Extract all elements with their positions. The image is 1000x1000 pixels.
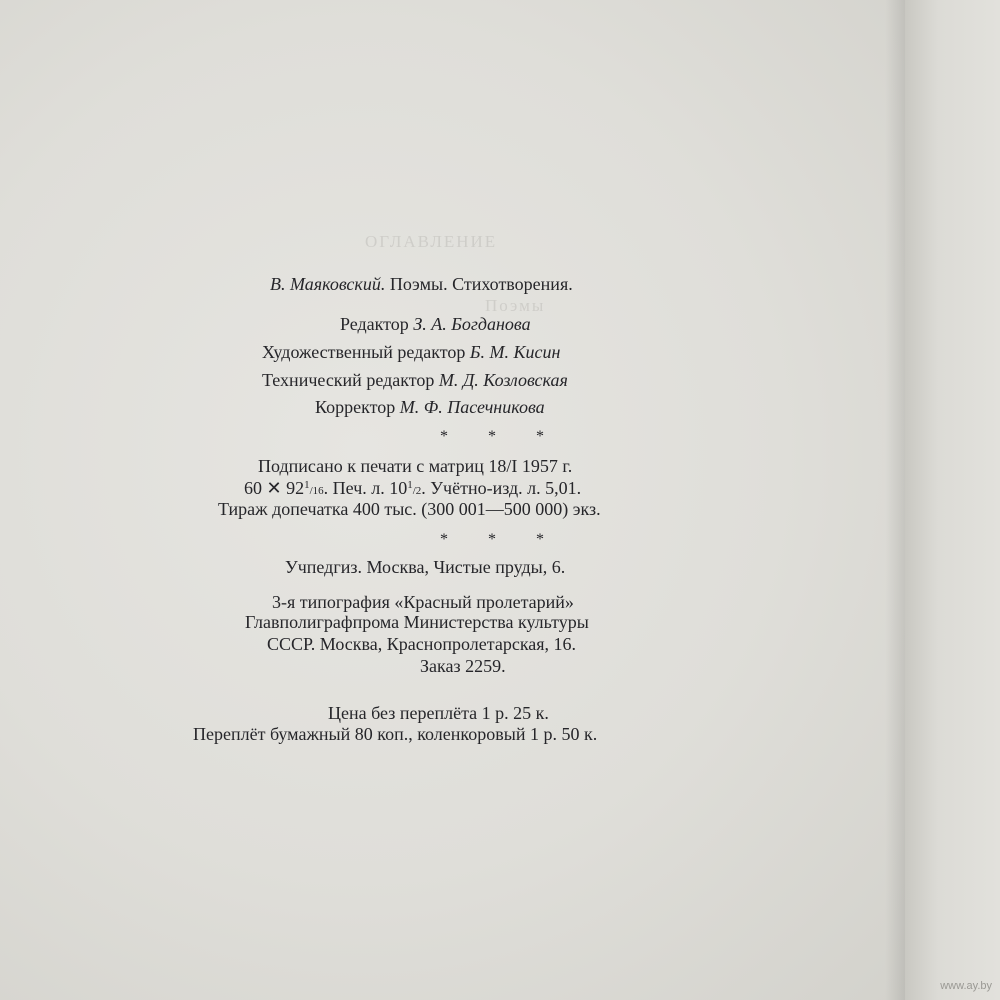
tech-editor-role: Технический редактор	[262, 370, 435, 390]
publisher: Учпедгиз. Москва, Чистые пруды, 6.	[285, 557, 566, 577]
binding-price-line: Переплёт бумажный 80 коп., коленкоровый 1 р. 50 к.	[193, 724, 598, 744]
sheets-den: /2	[412, 485, 422, 497]
order-number: Заказ 2259.	[420, 656, 506, 676]
proofreader-line	[315, 397, 545, 418]
editor-role: Редактор	[340, 314, 409, 334]
book-title: Поэмы. Стихотворения.	[389, 274, 573, 294]
tech-editor-name: М. Д. Козловская	[438, 370, 568, 390]
editor-name: З. А. Богданова	[413, 314, 531, 334]
format-main: 60 ✕ 92	[244, 478, 305, 498]
tech-editor-line	[262, 370, 568, 391]
sheets-rest: . Учётно-изд. л. 5,01.	[421, 478, 582, 498]
author: В. Маяковский.	[270, 274, 386, 294]
price-line: Цена без переплёта 1 р. 25 к.	[328, 703, 549, 723]
sheets-num: 1	[407, 479, 413, 491]
art-editor-role: Художественный редактор	[262, 342, 466, 362]
printer-line-2: Главполиграфпрома Министерства культуры	[245, 612, 589, 632]
show-through-heading: ОГЛАВЛЕНИЕ	[365, 232, 498, 251]
proofreader-role: Корректор	[315, 397, 396, 417]
printer-line-3: СССР. Москва, Краснопролетарская, 16.	[267, 634, 577, 654]
watermark: www.ay.by	[940, 980, 992, 992]
printer-line-1: 3-я типография «Красный пролетарий»	[272, 592, 574, 612]
signed-to-print: Подписано к печати с матриц 18/I 1957 г.	[258, 456, 573, 476]
print-run: Тираж допечатка 400 тыс. (300 001—500 000) экз.	[218, 499, 601, 519]
adjacent-page	[905, 0, 1000, 1000]
art-editor-line	[262, 342, 560, 363]
sheets-label: . Печ. л. 10	[323, 478, 408, 498]
editor-line	[340, 314, 531, 335]
proofreader-name: М. Ф. Пасечникова	[399, 397, 545, 417]
separator-2: * * *	[440, 531, 562, 548]
format-den: /16	[309, 485, 324, 497]
title-line	[270, 274, 573, 295]
show-through-subheading: Поэмы	[485, 296, 546, 315]
art-editor-name: Б. М. Кисин	[469, 342, 561, 362]
format-line	[244, 478, 581, 499]
format-num: 1	[304, 479, 310, 491]
separator-1: * * *	[440, 428, 562, 445]
